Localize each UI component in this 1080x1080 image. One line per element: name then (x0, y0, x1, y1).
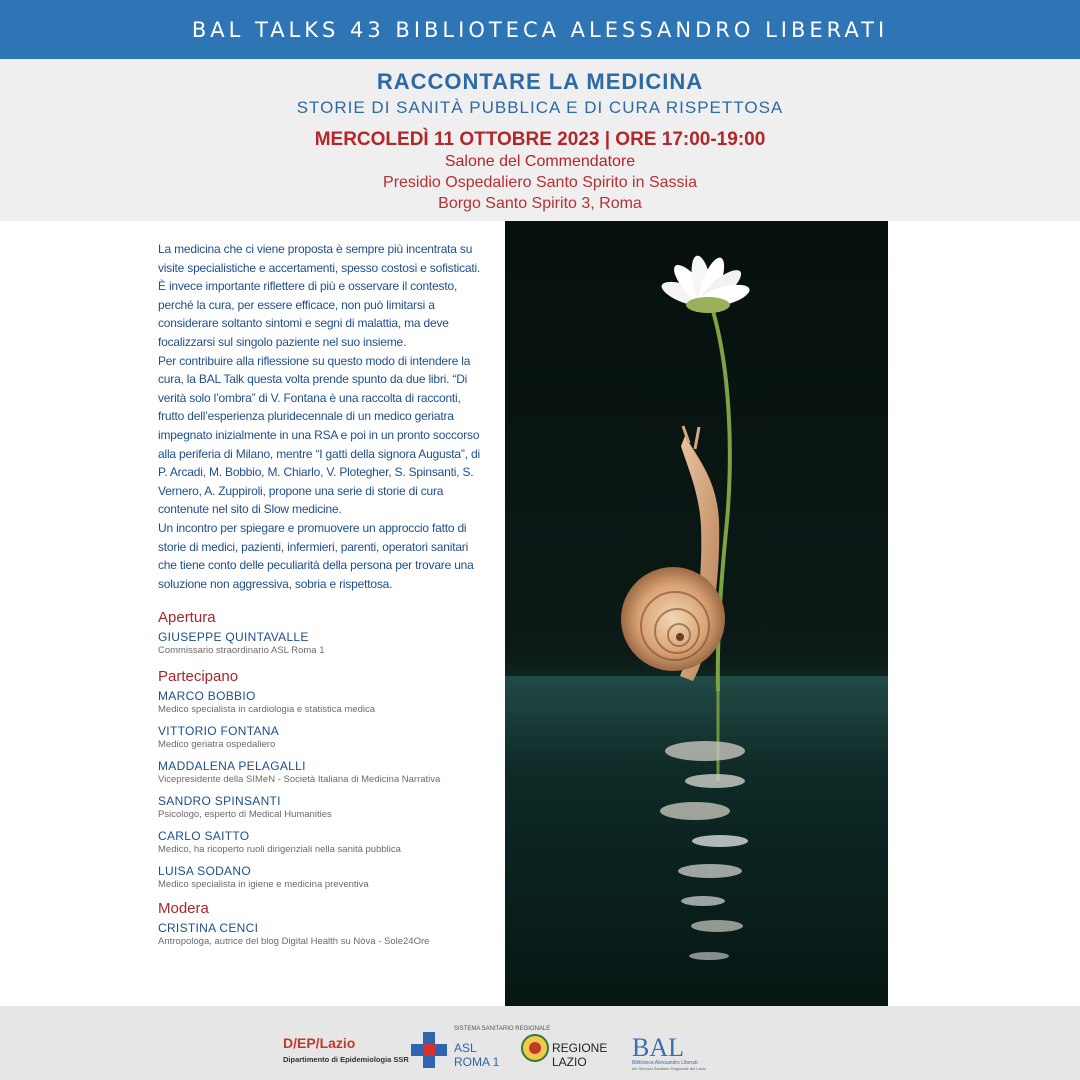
dep-lazio-caption: Dipartimento di Epidemiologia SSR (283, 1055, 409, 1064)
speaker-role: Commissario straordinario ASL Roma 1 (158, 645, 325, 657)
event-address: Borgo Santo Spirito 3, Roma (438, 195, 642, 212)
bal-caption1: Biblioteca Alessandro Liberati (632, 1060, 698, 1066)
speaker-name: GIUSEPPE QUINTAVALLE (158, 630, 309, 645)
section-partecipano: Partecipano (158, 668, 239, 686)
speaker (158, 689, 488, 715)
speaker-role: Medico geriatra ospedaliero (158, 739, 276, 751)
description-paragraph: È invece importante riflettere di più e osservare il contesto, perché la cura, per essere efficace, non può limitarsi a considerare soltanto sintomi e segni di malattia, ma deve focalizzarsi sul singolo paziente nel suo insieme. (158, 279, 458, 349)
speaker-role: Medico specialista in cardiologia e statistica medica (158, 704, 376, 716)
speaker-name: VITTORIO FONTANA (158, 724, 280, 739)
event-description (158, 240, 488, 593)
description-paragraph: Per contribuire alla riflessione su questo modo di intendere la cura, la BAL Talk questa volta prende spunto da due libri. “Di verità solo l’ombra” di V. Fontana è una raccolta di racconti, frutto dell’esperienza pluridecennale di un medico geriatra impegnato inizialmente in una RSA e poi in un pronto soccorso alla periferia di Milano, mentre “I gatti della signora Augusta”, di P. Arcadi, M. Bobbio, M. Chiarlo, V. Plotegher, S. Spinsanti, S. Vernero, A. Zuppiroli, propone una serie di storie di cura contenute nel sito di Slow medicine. (158, 353, 480, 517)
event-date: MERCOLEDÌ 11 OTTOBRE 2023 | ORE 17:00-19:00 (314, 129, 766, 150)
section-apertura: Apertura (158, 609, 216, 627)
description-paragraph: La medicina che ci viene proposta è sempre più incentrata su visite specialistiche e accertamenti, spesso costosi e sofisticati. (158, 242, 481, 275)
speaker (158, 921, 488, 947)
speaker (158, 759, 488, 785)
speaker-role: Medico, ha ricoperto ruoli dirigenziali nella sanità pubblica (158, 844, 401, 856)
speaker-role: Antropologa, autrice del blog Digital Health su Nòva - Sole24Ore (158, 936, 430, 948)
regione-line1: REGIONE (552, 1041, 608, 1055)
description-paragraph: Un incontro per spiegare e promuovere un approccio fatto di storie di medici, pazienti, infermieri, parenti, operatori sanitari che tiene conto delle peculiarità della persona per trovare una soluzione non aggressiva, sobria e rispettosa. (158, 520, 474, 591)
speaker (158, 794, 488, 820)
speaker-name: CRISTINA CENCI (158, 921, 259, 936)
asl-line2: ROMA 1 (454, 1055, 500, 1069)
speaker (158, 829, 488, 855)
regione-line2: LAZIO (552, 1055, 587, 1069)
section-modera: Modera (158, 900, 209, 918)
asl-super-caption: SISTEMA SANITARIO REGIONALE (454, 1026, 551, 1032)
dep-lazio-logo-text: D/EP/Lazio (283, 1035, 356, 1051)
event-title: RACCONTARE LA MEDICINA (376, 69, 704, 94)
speaker-name: MADDALENA PELAGALLI (158, 759, 306, 774)
snail-flower-illustration (505, 221, 888, 1006)
regione-lazio-logo (522, 1035, 607, 1069)
speaker (158, 724, 488, 750)
dep-lazio-logo (283, 1035, 409, 1064)
event-content (158, 240, 488, 956)
event-place: Presidio Ospedaliero Santo Spirito in Sassia (383, 174, 697, 191)
bal-logo-text: BAL (632, 1033, 684, 1062)
speaker-name: LUISA SODANO (158, 864, 251, 879)
snail-flower-photo (505, 221, 888, 1006)
event-series-title: BAL TALKS 43 BIBLIOTECA ALESSANDRO LIBERATI (191, 17, 889, 42)
speaker-name: CARLO SAITTO (158, 829, 250, 844)
event-header (0, 59, 1080, 221)
speaker-role: Vicepresidente della SIMeN - Società Italiana di Medicina Narrativa (158, 774, 441, 786)
speaker-role: Psicologo, esperto di Medical Humanities (158, 809, 332, 821)
speaker-name: SANDRO SPINSANTI (158, 794, 281, 809)
speaker (158, 630, 488, 656)
bal-logo (632, 1033, 707, 1071)
speaker-role: Medico specialista in igiene e medicina preventiva (158, 879, 369, 891)
asl-line1: ASL (454, 1041, 477, 1055)
sponsor-footer (0, 1006, 1080, 1080)
event-series-banner (0, 0, 1080, 59)
event-subtitle: STORIE DI SANITÀ PUBBLICA E DI CURA RISPETTOSA (296, 98, 784, 117)
bal-caption2: del Servizio Sanitario Regionale del Lazio (632, 1066, 706, 1071)
event-venue: Salone del Commendatore (444, 153, 636, 170)
speaker-name: MARCO BOBBIO (158, 689, 256, 704)
speaker (158, 864, 488, 890)
sponsor-logos (0, 1006, 1080, 1080)
